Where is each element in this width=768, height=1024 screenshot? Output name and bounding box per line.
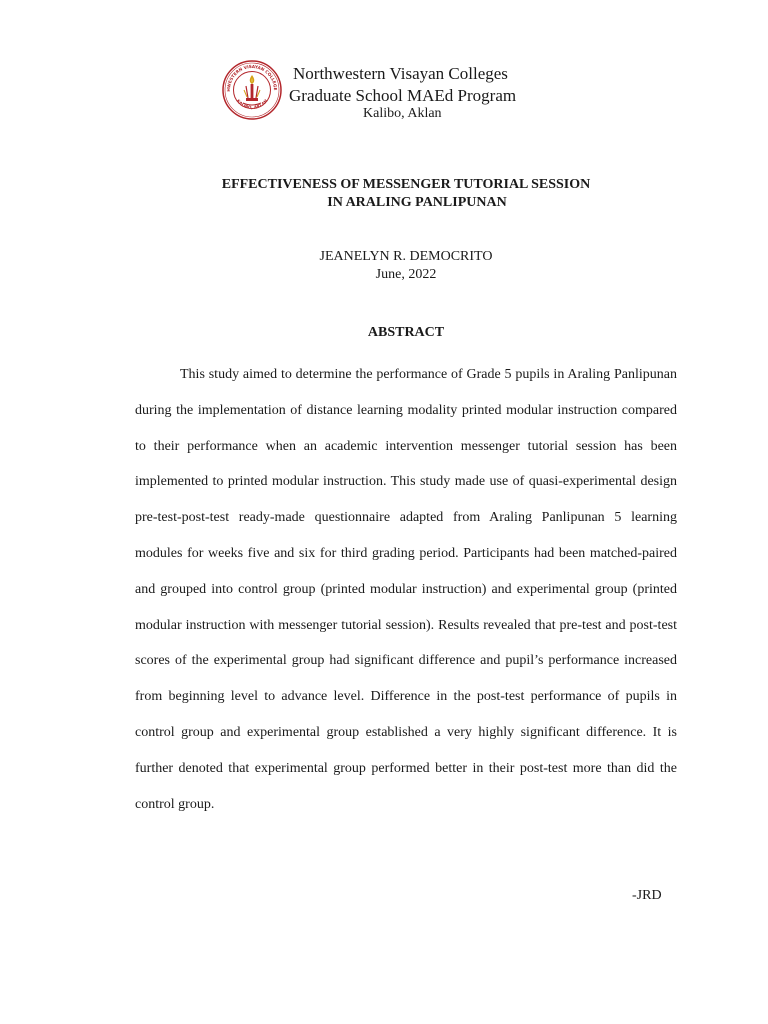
abstract-heading: ABSTRACT xyxy=(367,325,445,340)
college-seal-logo xyxy=(222,60,282,120)
author-initials-signature: -JRD xyxy=(632,888,662,903)
svg-text:KALIBO, AKLAN: KALIBO, AKLAN xyxy=(235,98,269,110)
title-line-1: EFFECTIVENESS OF MESSENGER TUTORIAL SESSION xyxy=(221,177,591,192)
title-line-2: IN ARALING PANLIPUNAN xyxy=(327,195,507,210)
institution-name: Northwestern Visayan Colleges xyxy=(293,64,508,83)
author-name: JEANELYN R. DEMOCRITO xyxy=(319,249,493,264)
publication-date: June, 2022 xyxy=(375,267,437,282)
institution-location: Kalibo, Aklan xyxy=(363,106,442,121)
svg-text:NORTHWESTERN VISAYAN COLLEGES: HWESTERN VISAYAN COLLEGE xyxy=(225,63,279,92)
paper-title xyxy=(206,176,606,212)
abstract-body: This study aimed to determine the performance of Grade 5 pupils in Araling Panlipunan during the implementation of distance learning modality printed modular instruction compared to their performance when an academic intervention messenger tutorial session has been implemented to printed modular instruction. This study made use of quasi-experimental design pre-test-post-test ready-made questionnaire adapted from Araling Panlipunan 5 learning modules for weeks five and six for third grading period. Participants had been matched-paired and grouped into control group (printed modular instruction) and experimental group (printed modular instruction with messenger tutorial session). Results revealed that pre-test and post-test scores of the experimental group had significant difference and pupil’s performance increased from beginning level to advance level. Difference in the post-test performance of pupils in control group and experimental group established a very highly significant difference. It is further denoted that experimental group performed better in their post-test more than did the control group. xyxy=(135,367,677,812)
program-name: Graduate School MAEd Program xyxy=(289,86,517,105)
